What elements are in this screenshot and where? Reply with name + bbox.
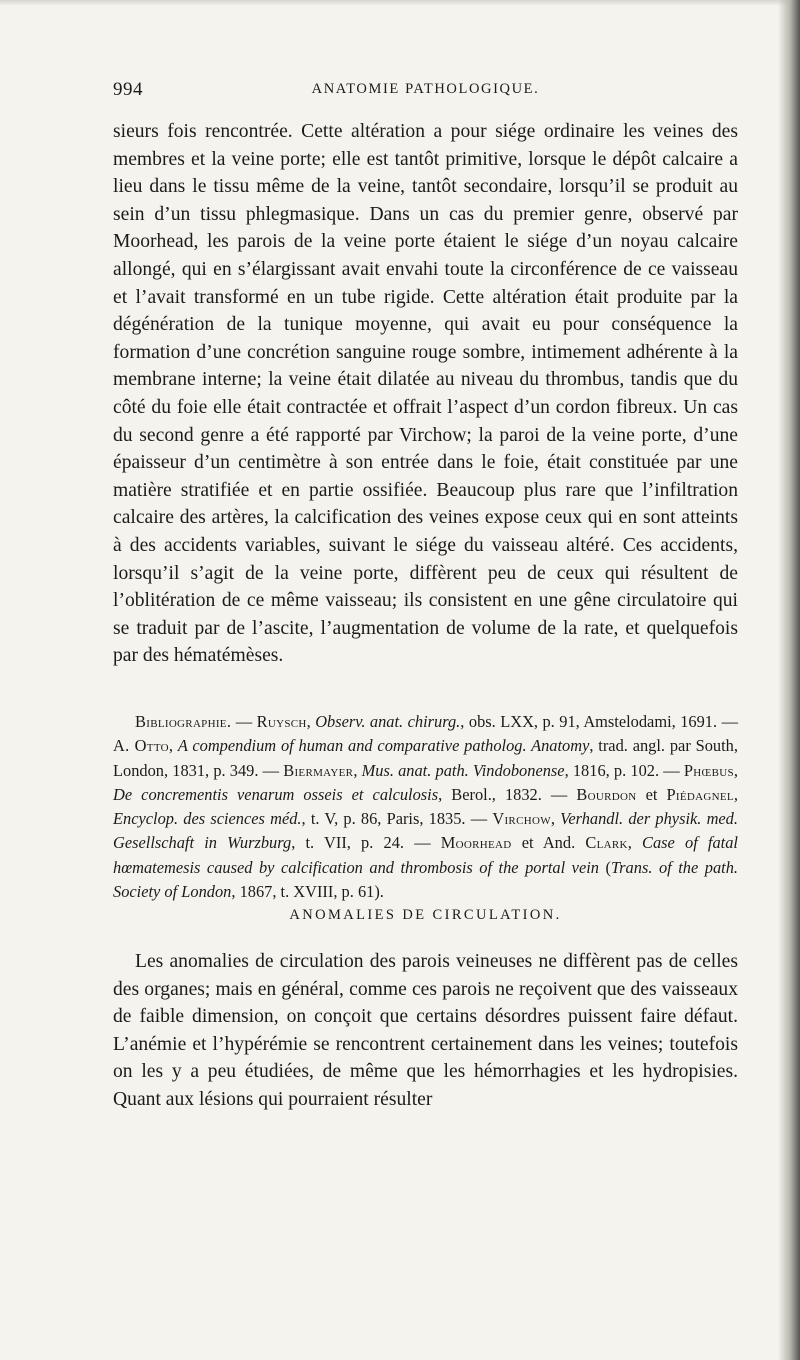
- ref-author: A. Otto: [113, 736, 169, 756]
- ref-details: trad. angl. par South, London, 1831, p. 349.: [113, 736, 738, 780]
- ref-journal: Trans. of the path. Society of London: [113, 857, 738, 902]
- ref-details: 1867, t. XVIII, p. 61).: [239, 882, 384, 902]
- ref-title: Encyclop. des sciences méd.: [113, 809, 302, 829]
- ref-author: Clark: [585, 833, 628, 853]
- page-number: 994: [113, 79, 143, 100]
- ref-title: Case of fatal hœmatemesis caused by calcification and thrombosis of the portal vein: [113, 833, 738, 877]
- bibliography: Bibliographie. — Ruysch, Observ. anat. chirurg., obs. LXX, p. 91, Amstelodami, 1691. — A. Otto, A compendium of human and comparative patholog. Anatomy, trad. angl. par South, London, 1831, p. 349. — Biermayer, Mus. anat. path. Vindobonense, 1816, p. 102. — Phœbus, De concrementis venarum osseis et calculosis, Berol., 1832. — Bourdon et Piédagnel, Encyclop. des sciences méd., t. V, p. 86, Paris, 1835. — Virchow, Verhandl. der physik. med. Gesellschaft in Wurzburg, t. VII, p. 24. — Moorhead et And. Clark, Case of fatal hœmatemesis caused by calcification and thrombosis of the portal vein (Trans. of the path. Society of London, 1867, t. XVIII, p. 61).: [113, 712, 739, 902]
- ref-details: t. V, p. 86, Paris, 1835.: [310, 809, 466, 829]
- ref-title: A compendium of human and comparative patholog. Anatomy: [177, 736, 590, 756]
- ref-details: obs. LXX, p. 91, Amstelodami, 1691.: [468, 712, 718, 731]
- ref-title: Observ. anat. chirurg.: [315, 712, 461, 731]
- ref-title: De concrementis venarum osseis et calculosis: [113, 784, 439, 804]
- paragraph-calcification: sieurs fois rencontrée. Cette altération a pour siége ordinaire les veines des membres et la veine porte; elle est tantôt primitive, lorsque le dépôt calcaire a lieu dans le tissu même de la veine, tantôt secondaire, lorsqu’il se produit au sein d’un tissu phlegmasique. Dans un cas du premier genre, observé par Moorhead, les parois de la veine porte étaient le siége d’un noyau calcaire allongé, qui en s’élargissant avait envahi toute la circonférence de ce vaisseau et l’avait transformé en un tube rigide. Cette altération était produite par la dégénération de la tunique moyenne, qui avait eu pour conséquence la formation d’une concrétion sanguine rouge sombre, intimement adhérente à la membrane interne; la veine était dilatée au niveau du thrombus, tandis que du côté du foie elle était contractée et offrait l’aspect d’un cordon fibreux. Un cas du second genre a été rapporté par Virchow; la paroi de la veine porte, d’une épaisseur d’un centimètre à son entrée dans le foie, était constituée par une matière stratifiée et en partie ossifiée. Beaucoup plus rare que l’infiltration calcaire des artères, la calcification des veines expose ceux qui en sont atteints à des accidents variables, suivant le siége du vaisseau altéré. Ces accidents, lorsqu’il s’agit de la veine porte, diffèrent peu de ceux qui résultent de l’oblitération de ce même vaisseau; ils consistent en une gêne circulatoire qui se traduit par de l’ascite, l’augmentation de volume de la rate, et quelquefois par des hématémèses.: [113, 121, 738, 667]
- ref-paren: (: [605, 857, 611, 877]
- ref-author: Piédagnel: [666, 784, 734, 804]
- scan-binding-edge: [778, 0, 800, 1360]
- ref-author: Bourdon: [576, 784, 637, 804]
- ref-details: Berol., 1832.: [451, 784, 542, 804]
- page-top-edge: [0, 0, 800, 6]
- running-head: ANATOMIE PATHOLOGIQUE.: [311, 81, 540, 97]
- ref-author: Phœbus: [683, 760, 734, 780]
- ref-details: t. VII, p. 24.: [305, 833, 405, 853]
- ref-details: 1816, p. 102.: [572, 760, 660, 780]
- section-heading: ANOMALIES DE CIRCULATION.: [289, 907, 562, 923]
- ref-title: Verhandl. der physik. med. Gesellschaft in Wurzburg: [113, 809, 738, 853]
- page-header: [113, 79, 738, 105]
- ref-author: Biermayer: [283, 760, 354, 780]
- ref-author: Virchow: [492, 809, 551, 829]
- ref-title: Mus. anat. path. Vindobonense: [361, 760, 565, 780]
- ref-conjunction: et And.: [521, 833, 576, 853]
- ref-author: Ruysch: [256, 712, 307, 731]
- ref-author: Moorhead: [440, 833, 512, 853]
- bibliography-label: Bibliographie.: [135, 712, 232, 731]
- ref-conjunction: et: [645, 784, 658, 804]
- paragraph-circulation: Les anomalies de circulation des parois veineuses ne diffèrent pas de celles des organes; mais en général, comme ces parois ne reçoivent que des vaisseaux de faible dimension, on conçoit que certains désordres puissent faire défaut. L’anémie et l’hypérémie se rencontrent certainement dans les veines; toutefois on les y a peu étudiées, de même que les hémorrhagies et les hydropisies. Quant aux lésions qui pourraient résulter: [113, 951, 738, 1110]
